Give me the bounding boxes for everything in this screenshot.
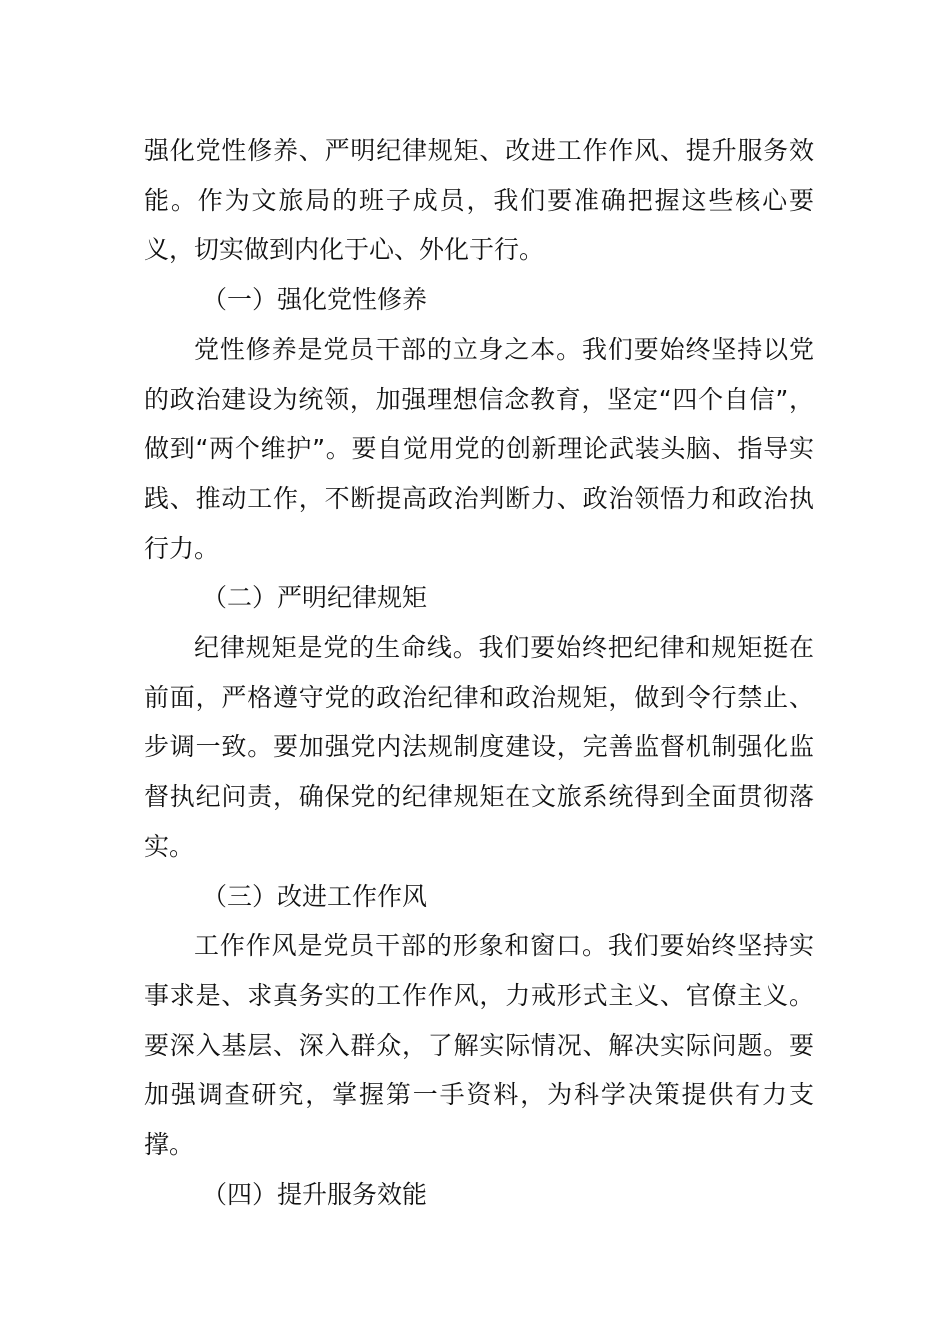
- section-heading-1: （一）强化党性修养: [202, 285, 428, 315]
- section-heading-2: （二）严明纪律规矩: [202, 583, 428, 613]
- section-paragraph-3: 工作作风是党员干部的形象和窗口。我们要始终坚持实事求是、求真务实的工作作风，力戒形式主义、官僚主义。要深入基层、深入群众，了解实际情况、解决实际问题。要加强调查研究，掌握第一手资料，为科学决策提供有力支撑。: [144, 931, 814, 1160]
- section-paragraph-2: 纪律规矩是党的生命线。我们要始终把纪律和规矩挺在前面，严格遵守党的政治纪律和政治规矩，做到令行禁止、步调一致。要加强党内法规制度建设，完善监督机制强化监督执纪问责，确保党的纪律规矩在文旅系统得到全面贯彻落实。: [144, 633, 814, 861]
- section-heading-3: （三）改进工作作风: [202, 881, 428, 911]
- section-heading-4: （四）提升服务效能: [202, 1179, 428, 1209]
- intro-paragraph: 强化党性修养、严明纪律规矩、改进工作作风、提升服务效能。作为文旅局的班子成员，我们要准确把握这些核心要义，切实做到内化于心、外化于行。: [144, 136, 814, 265]
- document-body: [144, 126, 814, 1219]
- section-paragraph-1: 党性修养是党员干部的立身之本。我们要始终坚持以党的政治建设为统领，加强理想信念教育，坚定“四个自信”，做到“两个维护”。要自觉用党的创新理论武装头脑、指导实践、推动工作，不断提高政治判断力、政治领悟力和政治执行力。: [144, 334, 814, 563]
